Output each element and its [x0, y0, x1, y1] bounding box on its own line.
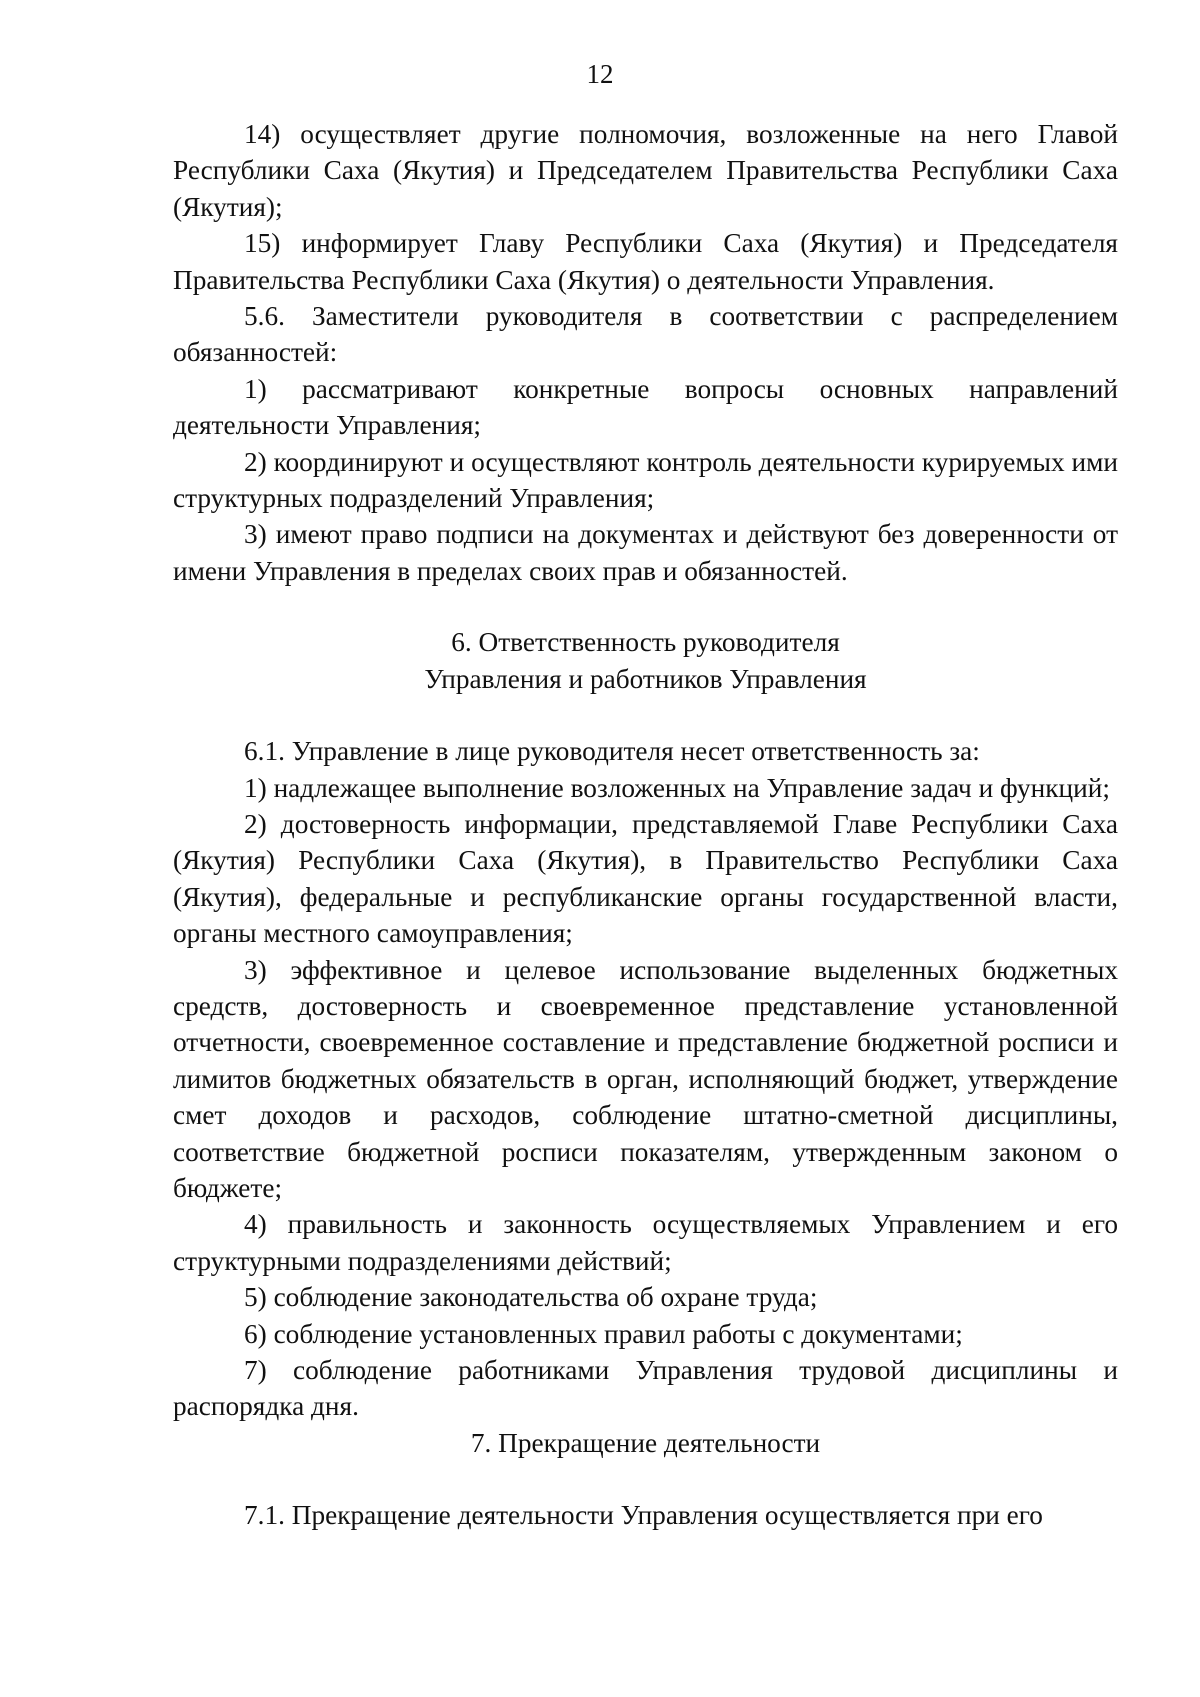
- paragraph-5-6-item-3: 3) имеют право подписи на документах и действуют без доверенности от имени Управления в пределах своих прав и обязанностей.: [173, 519, 1118, 586]
- paragraph-6-1-item-6: 6) соблюдение установленных правил работы с документами;: [244, 1318, 963, 1349]
- paragraph-item-15: 15) информирует Главу Республики Саха (Якутия) и Председателя Правительства Республики Саха (Якутия) о деятельности Управления.: [173, 228, 1118, 295]
- paragraph-6-1-item-5: 5) соблюдение законодательства об охране труда;: [244, 1282, 818, 1313]
- page-number: 12: [586, 59, 614, 89]
- paragraph-5-6-item-1: 1) рассматривают конкретные вопросы основных направлений деятельности Управления;: [173, 373, 1118, 441]
- paragraph-7-1: 7.1. Прекращение деятельности Управления осуществляется при его: [244, 1500, 1043, 1531]
- paragraph-6-1: 6.1. Управление в лице руководителя несет ответственность за:: [244, 736, 980, 767]
- document-body: [173, 116, 1118, 1534]
- paragraph-6-1-item-3: 3) эффективное и целевое использование выделенных бюджетных средств, достоверность и своевременное представление установленной отчетности, своевременное составление и представление бюджетной росписи и лимитов бюджетных обязательств в орган, исполняющий бюджет, утверждение смет доходов и расходов, соблюдение штатно-сметной дисциплины, соответствие бюджетной росписи показателям, утвержденным законом о бюджете;: [173, 954, 1118, 1203]
- paragraph-5-6-item-2: 2) координируют и осуществляют контроль деятельности курируемых ими структурных подразделений Управления;: [173, 446, 1118, 514]
- paragraph-6-1-item-7: 7) соблюдение работниками Управления трудовой дисциплины и распорядка дня.: [173, 1355, 1118, 1422]
- paragraph-5-6: 5.6. Заместители руководителя в соответствии с распределением обязанностей:: [173, 301, 1118, 368]
- paragraph-6-1-item-2: 2) достоверность информации, представляемой Главе Республики Саха (Якутия) Республики Саха (Якутия), в Правительство Республики Саха (Якутия), федеральные и республиканские органы государственной власти, органы местного самоуправления;: [173, 808, 1118, 949]
- paragraph-6-1-item-4: 4) правильность и законность осуществляемых Управлением и его структурными подразделениями действий;: [173, 1209, 1118, 1276]
- paragraph-item-14: 14) осуществляет другие полномочия, возложенные на него Главой Республики Саха (Якутия) и Председателем Правительства Республики Саха (Якутия);: [173, 119, 1118, 222]
- section-7-heading: 7. Прекращение деятельности: [470, 1427, 821, 1458]
- section-6-heading-line-2: Управления и работников Управления: [424, 663, 867, 694]
- section-6-heading-line-1: 6. Ответственность руководителя: [451, 627, 840, 658]
- paragraph-6-1-item-1: 1) надлежащее выполнение возложенных на Управление задач и функций;: [244, 772, 1110, 803]
